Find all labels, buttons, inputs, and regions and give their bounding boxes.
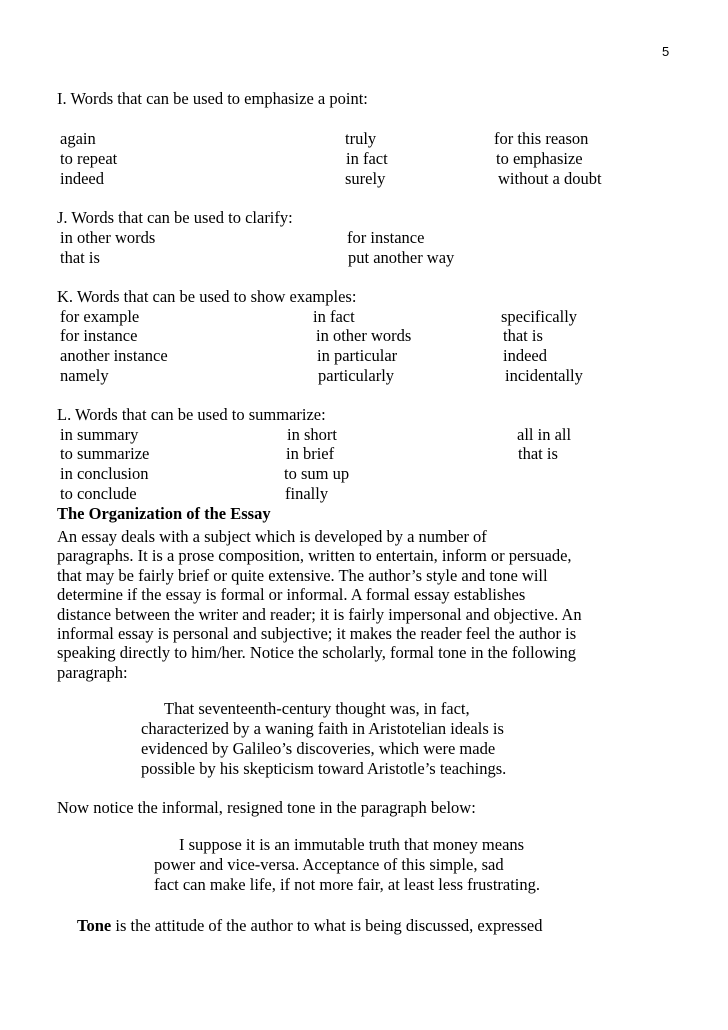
paragraph-line: distance between the writer and reader; it is fairly impersonal and objective. An bbox=[57, 604, 582, 624]
formal-quote bbox=[141, 699, 506, 779]
organization-paragraph bbox=[57, 527, 582, 682]
word-example: in other words bbox=[316, 326, 412, 345]
word-example: indeed bbox=[503, 346, 547, 365]
paragraph-line: paragraphs. It is a prose composition, written to entertain, inform or persuade, bbox=[57, 546, 572, 566]
paragraph-line: informal essay is personal and subjective; it makes the reader feel the author is bbox=[57, 623, 577, 643]
tone-definition-text: is the attitude of the author to what is being discussed, expressed bbox=[111, 916, 543, 935]
quote-line: characterized by a waning faith in Aristotelian ideals is bbox=[141, 719, 504, 738]
word-example: particularly bbox=[318, 366, 395, 385]
paragraph-line: paragraph: bbox=[57, 662, 128, 682]
word-example: in particular bbox=[317, 346, 398, 365]
word-emphasize: to repeat bbox=[60, 149, 118, 168]
quote-line: power and vice-versa. Acceptance of this simple, sad bbox=[154, 855, 504, 874]
word-summarize: to sum up bbox=[284, 464, 350, 483]
word-emphasize: indeed bbox=[60, 169, 104, 188]
informal-intro: Now notice the informal, resigned tone in the paragraph below: bbox=[57, 798, 476, 817]
word-example: namely bbox=[60, 366, 109, 385]
word-example: that is bbox=[503, 326, 543, 345]
word-emphasize: without a doubt bbox=[498, 169, 602, 188]
informal-quote bbox=[154, 835, 540, 895]
word-emphasize: surely bbox=[345, 169, 386, 188]
word-example: specifically bbox=[501, 307, 578, 326]
word-summarize: in brief bbox=[286, 444, 335, 463]
word-emphasize: again bbox=[60, 129, 96, 148]
section-heading-summarize: L. Words that can be used to summarize: bbox=[57, 405, 326, 424]
word-summarize: that is bbox=[518, 444, 558, 463]
word-example: for example bbox=[60, 307, 140, 326]
quote-line: evidenced by Galileo’s discoveries, which were made bbox=[141, 739, 496, 758]
paragraph-line: speaking directly to him/her. Notice the scholarly, formal tone in the following bbox=[57, 643, 577, 663]
word-summarize: finally bbox=[285, 484, 329, 503]
quote-line: possible by his skepticism toward Aristotle’s teachings. bbox=[141, 759, 507, 778]
word-clarify: in other words bbox=[60, 228, 156, 247]
word-emphasize: in fact bbox=[346, 149, 388, 168]
page-number: 5 bbox=[662, 44, 670, 59]
section-heading-examples: K. Words that can be used to show examples: bbox=[57, 287, 357, 306]
word-summarize: all in all bbox=[517, 425, 572, 444]
quote-line: fact can make life, if not more fair, at least less frustrating. bbox=[154, 875, 541, 894]
word-example: incidentally bbox=[505, 366, 583, 385]
word-emphasize: truly bbox=[345, 129, 377, 148]
word-clarify: that is bbox=[60, 248, 100, 267]
paragraph-line: determine if the essay is formal or informal. A formal essay establishes bbox=[57, 585, 526, 605]
word-example: for instance bbox=[60, 326, 138, 345]
word-summarize: in summary bbox=[60, 425, 139, 444]
tone-definition bbox=[77, 915, 542, 936]
word-example: in fact bbox=[313, 307, 355, 326]
word-summarize: in short bbox=[287, 425, 337, 444]
tone-term: Tone bbox=[77, 916, 112, 935]
section-heading-clarify: J. Words that can be used to clarify: bbox=[57, 208, 293, 227]
section-heading-emphasize: I. Words that can be used to emphasize a point: bbox=[57, 89, 368, 108]
paragraph-line: that may be fairly brief or quite extensive. The author’s style and tone will bbox=[57, 565, 548, 585]
word-clarify: for instance bbox=[347, 228, 425, 247]
word-summarize: in conclusion bbox=[60, 464, 149, 483]
word-example: another instance bbox=[60, 346, 168, 365]
word-summarize: to conclude bbox=[60, 484, 137, 503]
section-title: The Organization of the Essay bbox=[57, 504, 271, 523]
quote-line: That seventeenth-century thought was, in fact, bbox=[164, 699, 470, 718]
word-emphasize: to emphasize bbox=[496, 149, 583, 168]
paragraph-line: An essay deals with a subject which is developed by a number of bbox=[57, 527, 487, 546]
word-clarify: put another way bbox=[348, 248, 455, 267]
quote-line: I suppose it is an immutable truth that money means bbox=[179, 835, 525, 854]
word-emphasize: for this reason bbox=[494, 129, 589, 148]
word-summarize: to summarize bbox=[60, 444, 150, 463]
